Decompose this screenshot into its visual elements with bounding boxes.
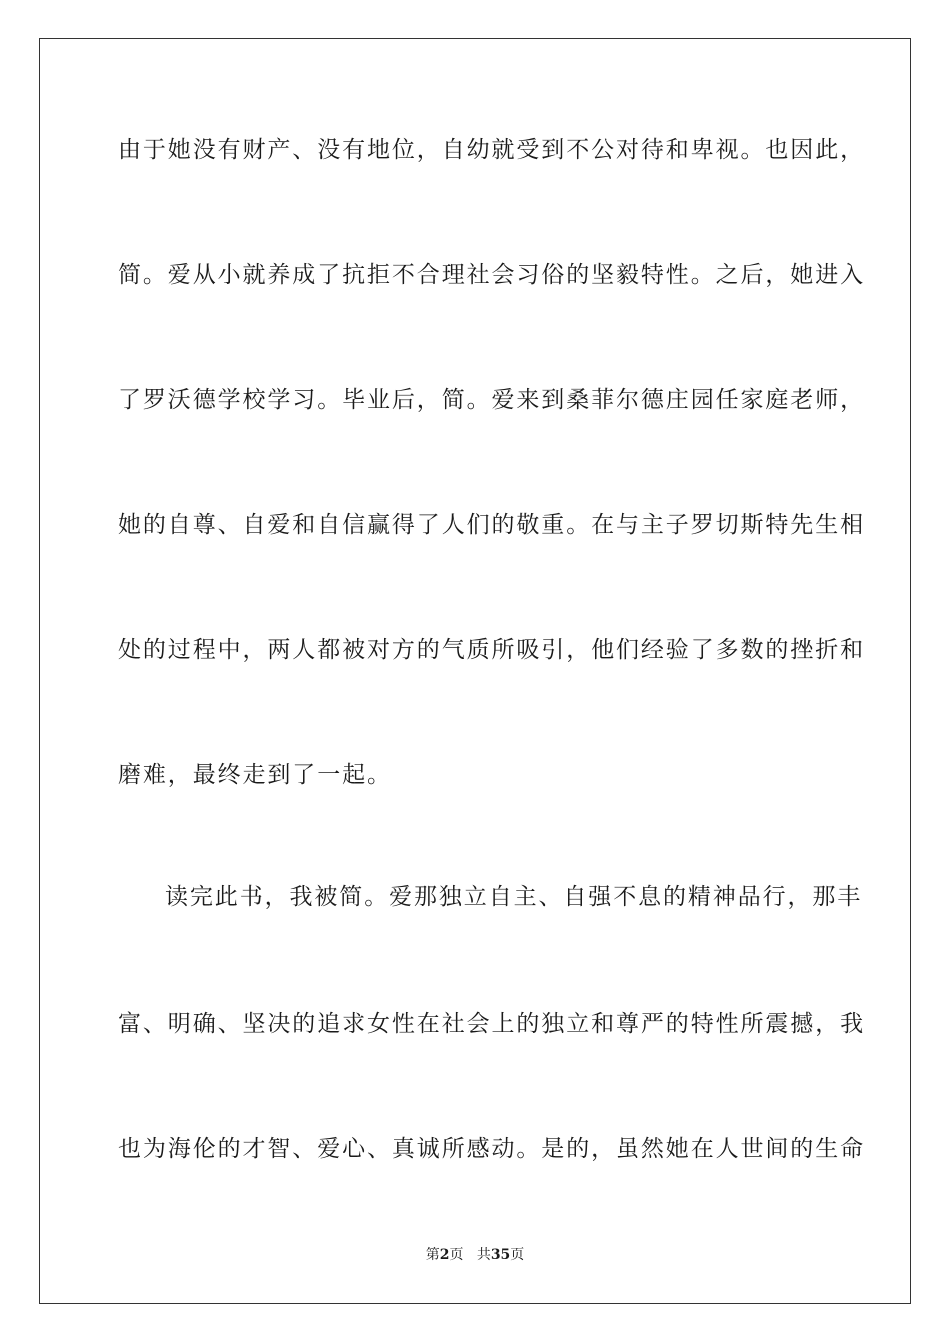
total-pages: 35 <box>490 1247 511 1263</box>
text-line-3: 了罗沃德学校学习。毕业后，简。爱来到桑菲尔德庄园任家庭老师， <box>118 387 865 413</box>
page-number: 2 <box>439 1247 450 1263</box>
text-line-8: 富、明确、坚决的追求女性在社会上的独立和尊严的特性所震撼，我 <box>118 1011 865 1037</box>
text-line-9: 也为海伦的才智、爱心、真诚所感动。是的，虽然她在人世间的生命 <box>118 1136 865 1162</box>
page-unit: 页 <box>449 1247 464 1263</box>
page-footer <box>0 1246 950 1264</box>
text-line-2: 简。爱从小就养成了抗拒不合理社会习俗的坚毅特性。之后，她进入 <box>118 262 865 288</box>
text-line-7-paragraph-start: 读完此书，我被简。爱那独立自主、自强不息的精神品行，那丰 <box>165 884 863 910</box>
text-line-4: 她的自尊、自爱和自信赢得了人们的敬重。在与主子罗切斯特先生相 <box>118 512 865 538</box>
total-prefix: 共 <box>476 1247 491 1263</box>
text-line-6: 磨难，最终走到了一起。 <box>118 762 392 788</box>
page-prefix: 第 <box>425 1247 440 1263</box>
total-unit: 页 <box>510 1247 525 1263</box>
text-line-5: 处的过程中，两人都被对方的气质所吸引，他们经验了多数的挫折和 <box>118 637 865 663</box>
page-border <box>39 38 911 1304</box>
text-line-1: 由于她没有财产、没有地位，自幼就受到不公对待和卑视。也因此， <box>118 137 865 163</box>
